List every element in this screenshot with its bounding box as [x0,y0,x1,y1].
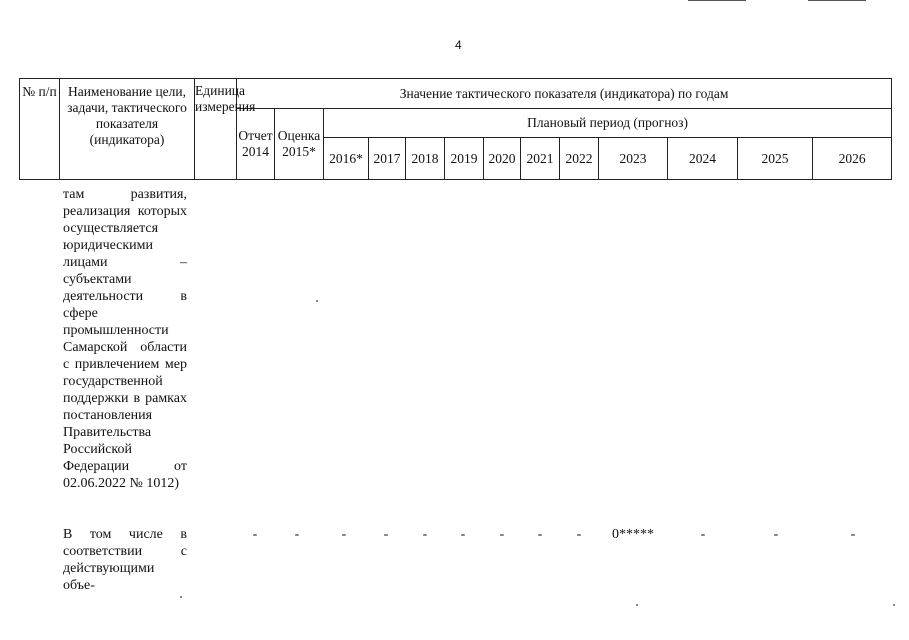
row2-value-2017: - [383,527,389,542]
year-header: 2017 [369,138,406,180]
year-header: 2021 [521,138,560,180]
col-unit-header: Единица измерения [195,79,237,180]
row2-value-2023: 0***** [612,527,654,542]
row2-value-2020: - [499,527,505,542]
year-header: 2025 [738,138,813,180]
row2-value-2018: - [422,527,428,542]
row2-value-report: - [252,527,258,542]
page-number: 4 [455,38,462,52]
year-header: 2018 [406,138,445,180]
indicator-name-continued: там развития, реализация которых осуществляется юридическими лицами – субъектами деятельности в сфере промышленности Самарской области с привлечением мер государственной поддержки в рамках постановления Правительства Российской Федерации от 02.06.2022 № 1012) [63,187,187,491]
scan-speck [893,604,895,606]
col-plan-title: Плановый период (прогноз) [324,109,892,138]
top-rule-left [688,0,746,1]
year-header: 2023 [599,138,668,180]
indicator-table-header [19,78,892,180]
scan-speck [316,300,318,302]
col-report-header: Отчет 2014 [237,109,275,180]
row2-value-2025: - [773,527,779,542]
year-header: 2022 [560,138,599,180]
col-estimate-header: Оценка 2015* [275,109,324,180]
row2-value-2024: - [700,527,706,542]
year-header: 2024 [668,138,738,180]
scan-speck [636,604,638,606]
row2-value-2022: - [576,527,582,542]
row2-value-2016: - [341,527,347,542]
row2-value-2021: - [537,527,543,542]
col-number-header: № п/п [20,79,60,180]
row2-value-2019: - [460,527,466,542]
year-header: 2026 [813,138,892,180]
row2-value-estimate: - [294,527,300,542]
year-header: 2016* [324,138,369,180]
year-header: 2019 [445,138,484,180]
col-name-header: Наименование цели, задачи, тактического показателя (индикатора) [60,79,195,180]
indicator-name-row2: В том числе в соответствии с действующими объе- [63,527,187,593]
col-values-title: Значение тактического показателя (индикатора) по годам [237,79,892,109]
top-rule-right [808,0,866,1]
year-header: 2020 [484,138,521,180]
scan-speck [180,596,182,598]
row2-value-2026: - [850,527,856,542]
